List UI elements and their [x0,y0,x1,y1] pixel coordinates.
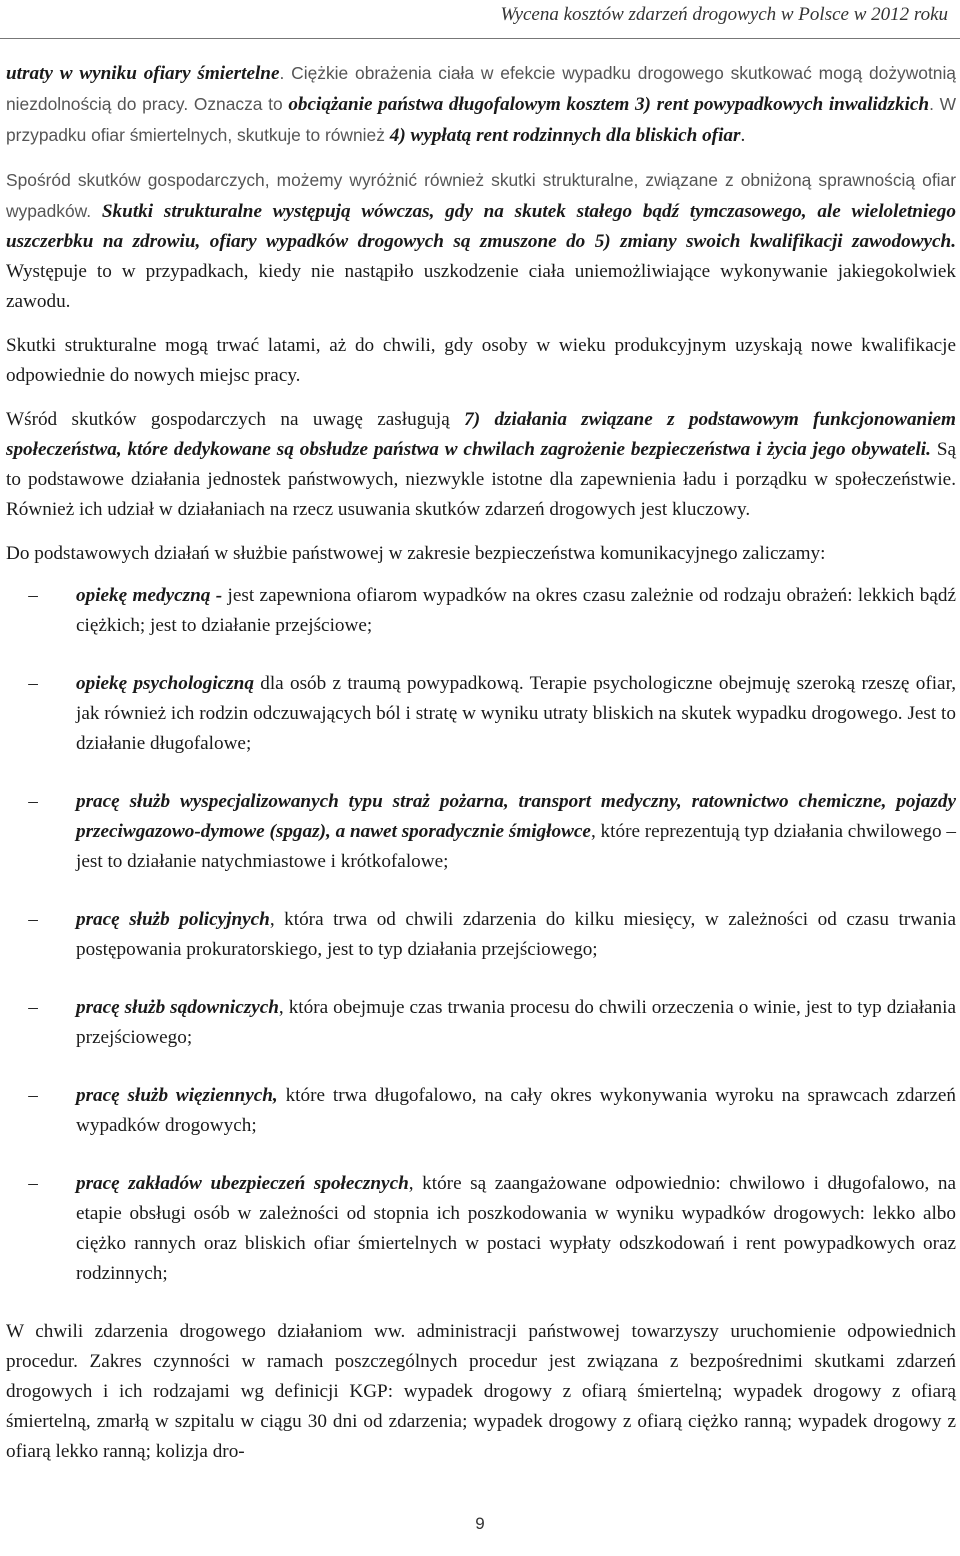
list-item [6,905,956,965]
p2-text-a: Spośród skutków gospodarczych, możemy wyróżnić również skutki strukturalne, związane z obniżoną sprawnością ofiar wypadków. [6,170,956,221]
paragraph-5: Do podstawowych działań w służbie państwowej w zakresie bezpieczeństwa komunikacyjnego zaliczamy: [6,543,826,564]
list-item-text: , która trwa od chwili zdarzenia do kilku miesięcy, w zależności od czasu trwania postępowania prokuratorskiego, jest to typ działania przejściowego; [76,909,956,960]
dash-list [6,581,956,1289]
list-item-text: , która obejmuje czas trwania procesu do chwili orzeczenia o winie, jest to typ działania przejściowego; [76,997,956,1048]
p4-text-c: Są to podstawowe działania jednostek państwowych, niezwykle istotne dla zapewnienia ładu i porządku w społeczeństwie. Również ich udział w działaniach na rzecz usuwania skutków zdarzeń drogowych jest kluczowy. [6,439,957,520]
paragraph-4 [6,405,956,525]
list-item [6,581,956,641]
list-item-bold: opiekę psychologiczną [76,673,254,694]
list-item [6,1081,956,1141]
paragraph-6: W chwili zdarzenia drogowego działaniom ww. administracji państwowej towarzyszy uruchomienie odpowiednich procedur. Zakres czynności w ramach poszczególnych procedur jest związana z bezpośrednimi skutkami zdarzeń drogowych i ich rodzajami wg definicji KGP: wypadek drogowy z ofiarą śmiertelną; wypadek drogowy z ofiarą śmiertelną, zmarłą w szpitalu w ciągu 30 dni od zdarzenia; wypadek drogowy z ofiarą ciężko ranną; wypadek drogowy z ofiarą lekko ranną; kolizja dro- [6,1321,956,1462]
list-item-bold: opiekę medyczną - [76,585,223,606]
p2-text-c: Występuje to w przypadkach, kiedy nie nastąpiło uszkodzenie ciała uniemożliwiające wykonywanie jakiegokolwiek zawodu. [6,261,956,312]
list-item-text: dla osób z traumą powypadkową. Terapie psychologiczne obejmuję szeroką rzeszę ofiar, jak również ich rodzin odczuwających ból i stratę w wyniku utraty bliskich na skutek wypadku drogowego. Jest to działanie długofalowe; [76,673,956,754]
dash-bullet: – [28,673,38,694]
list-item-bold: pracę służb policyjnych [76,909,270,930]
dash-bullet: – [28,1173,38,1194]
p4-bold-b: 7) działania związane z podstawowym funkcjonowaniem społeczeństwa, które dedykowane są obsłudze państwa w chwilach zagrożenie bezpieczeństwa i życia jego obywateli. [6,409,956,460]
dash-bullet: – [28,997,38,1018]
p1-bold-a: utraty w wyniku ofiary śmiertelne [6,63,280,84]
list-item-text: , które reprezentują typ działania chwilowego – jest to działanie natychmiastowe i krótkofalowe; [76,821,956,872]
header-rule [0,38,960,39]
list-item [6,1169,956,1289]
list-item-text: , które są zaangażowane odpowiednio: chwilowo i długofalowo, na etapie obsługi osób w zależności od stopnia ich poszkodowania w wyniku wypadków drogowych: lekko albo ciężko rannych oraz bliskich ofiar śmiertelnych w postaci wypłaty odszkodowań i rent powypadkowych oraz rodzinnych; [76,1173,956,1284]
list-item-text: jest zapewniona ofiarom wypadków na okres czasu zależnie od rodzaju obrażeń: lekkich bądź ciężkich; jest to działanie przejściowe; [76,585,956,636]
document-body [6,58,956,1481]
dash-bullet: – [28,791,38,812]
p1-text-b: . Ciężkie obrażenia ciała w efekcie wypadku drogowego skutkować mogą dożywotnią niezdolnością do pracy. Oznacza to [6,63,956,114]
p4-text-a: Wśród skutków gospodarczych na uwagę zasługują [6,409,465,430]
dash-bullet: – [28,1085,38,1106]
list-item [6,669,956,759]
paragraph-2 [6,165,956,317]
p1-text-d: . W przypadku ofiar śmiertelnych, skutkuje to również [6,94,957,145]
list-item-bold: pracę służb więziennych, [76,1085,278,1106]
p1-bold-e: 4) wypłatą rent rodzinnych dla bliskich ofiar [389,125,741,146]
page-number: 9 [475,1514,485,1533]
list-item-bold: pracę zakładów ubezpieczeń społecznych [76,1173,409,1194]
p2-bold-b: Skutki strukturalne występują wówczas, gdy na skutek stałego bądź tymczasowego, ale wieloletniego uszczerbku na zdrowiu, ofiary wypadków drogowych są zmuszone do 5) zmiany swoich kwalifikacji zawodowych. [6,201,956,252]
paragraph-3: Skutki strukturalne mogą trwać latami, aż do chwili, gdy osoby w wieku produkcyjnym uzyskają nowe kwalifikacje odpowiednie do nowych miejsc pracy. [6,335,956,386]
paragraph-1 [6,58,956,151]
list-item-text: które trwa długofalowo, na cały okres wykonywania wyroku na sprawcach zdarzeń wypadków drogowych; [76,1085,956,1136]
list-item-bold: pracę służb sądowniczych [76,997,279,1018]
p1-bold-c: obciążanie państwa długofalowym kosztem 3) rent powypadkowych inwalidzkich [288,94,930,115]
dash-bullet: – [28,585,38,606]
running-header: Wycena kosztów zdarzeń drogowych w Polsce w 2012 roku [500,4,948,25]
dash-bullet: – [28,909,38,930]
list-item-bold: pracę służb wyspecjalizowanych typu straż pożarna, transport medyczny, ratownictwo chemiczne, pojazdy przeciwgazowo-dymowe (spgaz), a nawet sporadycznie śmigłowce [76,791,956,842]
p1-text-f: . [740,125,746,146]
list-item [6,993,956,1053]
list-item [6,787,956,877]
